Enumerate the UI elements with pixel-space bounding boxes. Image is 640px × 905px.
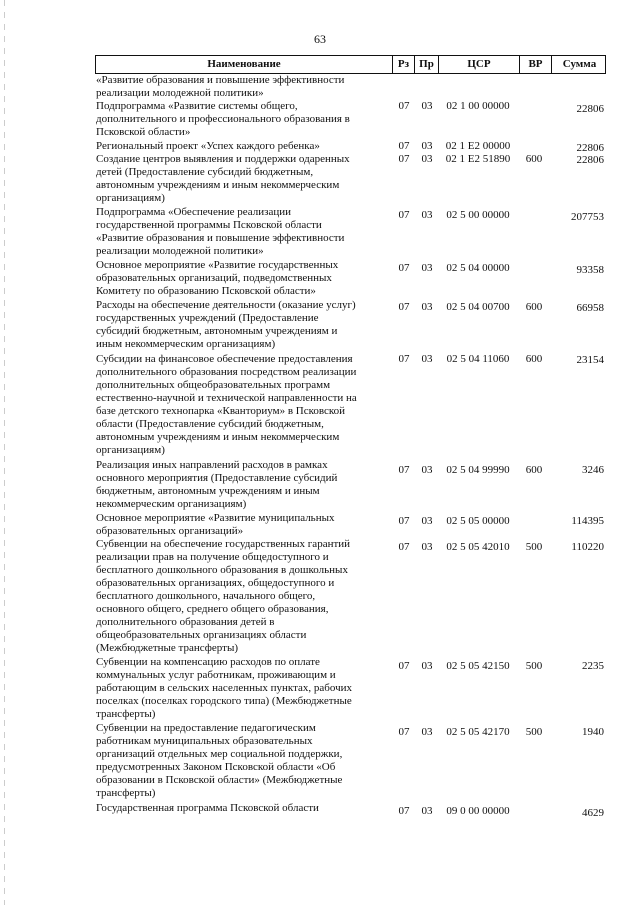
row-pr: 03 (421, 301, 433, 313)
table-row (0, 722, 640, 802)
row-vr: 600 (525, 353, 543, 365)
table-header (95, 55, 606, 74)
row-csr: 02 5 04 00000 (446, 262, 510, 274)
row-vr: 600 (525, 464, 543, 476)
row-csr: 09 0 00 00000 (446, 805, 510, 817)
page-number: 63 (314, 32, 326, 46)
row-pr: 03 (421, 100, 433, 112)
row-name: Субсидии на финансовое обеспечение предоставления дополнительного образования посредством реализации дополнительных общеобразовательных программ естественно-научной и технической направленности на базе детского технопарка «Кванториум» в Псковской области (Предоставление субсидий бюджетным, автономным учреждениям и иным некоммерческим организациям) (96, 353, 357, 456)
row-vr: 600 (525, 153, 543, 165)
row-name: Основное мероприятие «Развитие государственных образовательных организаций, подведомственных Комитету по образованию Псковской области» (96, 259, 339, 297)
row-sum: 110220 (571, 541, 604, 553)
row-name: Создание центров выявления и поддержки одаренных детей (Предоставление субсидий бюджетным, автономным учреждениям и иным некоммерческим организациям) (96, 153, 350, 204)
row-rz: 07 (398, 100, 410, 112)
row-rz: 07 (398, 301, 410, 313)
row-rz: 07 (398, 464, 410, 476)
row-name: Расходы на обеспечение деятельности (оказание услуг) государственных учреждений (Предоставление субсидий бюджетным, автономным учреждениям и иным некоммерческим организациям) (96, 299, 356, 350)
row-rz: 07 (398, 353, 410, 365)
table-row (0, 353, 640, 459)
row-rz: 07 (398, 726, 410, 738)
row-name: Субвенции на предоставление педагогическим работникам муниципальных образовательных организаций отдельных мер социальной поддержки, предусмотренных Законом Псковской области «Об образовании в Псковской области» (Межбюджетные трансферты) (96, 722, 343, 799)
row-csr: 02 5 05 00000 (446, 515, 510, 527)
table-row (0, 459, 640, 512)
header-pr: Пр (415, 56, 439, 73)
row-sum: 114395 (571, 515, 604, 527)
row-pr: 03 (421, 660, 433, 672)
row-sum: 22806 (576, 154, 604, 166)
row-pr: 03 (421, 140, 433, 152)
row-pr: 03 (421, 262, 433, 274)
row-sum: 4629 (582, 807, 604, 819)
row-pr: 03 (421, 541, 433, 553)
row-name: Реализация иных направлений расходов в рамках основного мероприятия (Предоставление субсидий бюджетным, автономным учреждениям и иным некоммерческим организациям) (96, 459, 338, 510)
row-vr: 600 (525, 301, 543, 313)
row-csr: 02 5 04 00700 (446, 301, 510, 313)
table-row (0, 100, 640, 140)
table-row (0, 802, 640, 822)
row-vr: 500 (525, 541, 543, 553)
table-row (0, 538, 640, 656)
row-name: Основное мероприятие «Развитие муниципальных образовательных организаций» (96, 512, 335, 537)
row-sum: 66958 (576, 302, 604, 314)
row-sum: 207753 (571, 211, 604, 223)
table-row (0, 206, 640, 259)
row-pr: 03 (421, 153, 433, 165)
row-csr: 02 1 00 00000 (446, 100, 510, 112)
row-rz: 07 (398, 209, 410, 221)
header-csr: ЦСР (439, 56, 520, 73)
table-row (0, 140, 640, 153)
row-csr: 02 5 05 42150 (446, 660, 510, 672)
row-name: Субвенции на компенсацию расходов по оплате коммунальных услуг работникам, проживающим и работающим в сельских населенных пунктах, рабочих поселках (поселках городского типа) (Межбюджетные трансферты) (96, 656, 353, 720)
header-name: Наименование (96, 56, 393, 73)
table-row (0, 512, 640, 538)
row-rz: 07 (398, 515, 410, 527)
row-name: Подпрограмма «Обеспечение реализации государственной программы Псковской области «Развитие образования и повышение эффективности реализации молодежной политики» (96, 206, 345, 257)
row-csr: 02 5 04 11060 (446, 353, 510, 365)
row-pr: 03 (421, 515, 433, 527)
row-sum: 22806 (576, 142, 604, 154)
table-row (0, 74, 640, 100)
row-rz: 07 (398, 541, 410, 553)
row-sum: 1940 (582, 726, 604, 738)
row-vr: 500 (525, 660, 543, 672)
row-pr: 03 (421, 726, 433, 738)
header-rz: Рз (393, 56, 415, 73)
row-csr: 02 1 E2 51890 (445, 153, 511, 165)
row-name: Государственная программа Псковской области (96, 802, 319, 814)
row-vr: 500 (525, 726, 543, 738)
row-name: Субвенции на обеспечение государственных гарантий реализации прав на получение общедоступного и бесплатного дошкольного образования в дошкольных образовательных организациях, общедоступного и бесплатного дошкольного, начального общего, основного общего, среднего общего образования, дополнительного образования детей в общеобразовательных организациях области (Межбюджетные трансферты) (96, 538, 351, 654)
row-rz: 07 (398, 805, 410, 817)
table-row (0, 656, 640, 722)
row-sum: 22806 (576, 103, 604, 115)
row-pr: 03 (421, 464, 433, 476)
row-csr: 02 5 05 42170 (446, 726, 510, 738)
row-sum: 3246 (582, 464, 604, 476)
row-sum: 2235 (582, 660, 604, 672)
row-pr: 03 (421, 209, 433, 221)
row-pr: 03 (421, 805, 433, 817)
row-csr: 02 5 00 00000 (446, 209, 510, 221)
row-pr: 03 (421, 353, 433, 365)
row-rz: 07 (398, 153, 410, 165)
row-name: «Развитие образования и повышение эффективности реализации молодежной политики» (96, 74, 345, 99)
table-body (0, 74, 640, 822)
row-sum: 93358 (576, 264, 604, 276)
table-row (0, 153, 640, 206)
row-rz: 07 (398, 140, 410, 152)
table-row (0, 259, 640, 299)
table-row (0, 299, 640, 353)
row-name: Региональный проект «Успех каждого ребенка» (96, 140, 320, 152)
row-sum: 23154 (576, 354, 604, 366)
row-name: Подпрограмма «Развитие системы общего, дополнительного и профессионального образования в Псковской области» (96, 100, 350, 138)
row-csr: 02 5 04 99990 (446, 464, 510, 476)
row-csr: 02 1 E2 00000 (445, 140, 511, 152)
header-sum: Сумма (562, 58, 597, 70)
row-rz: 07 (398, 660, 410, 672)
row-csr: 02 5 05 42010 (446, 541, 510, 553)
row-rz: 07 (398, 262, 410, 274)
header-vr: ВР (520, 56, 552, 73)
